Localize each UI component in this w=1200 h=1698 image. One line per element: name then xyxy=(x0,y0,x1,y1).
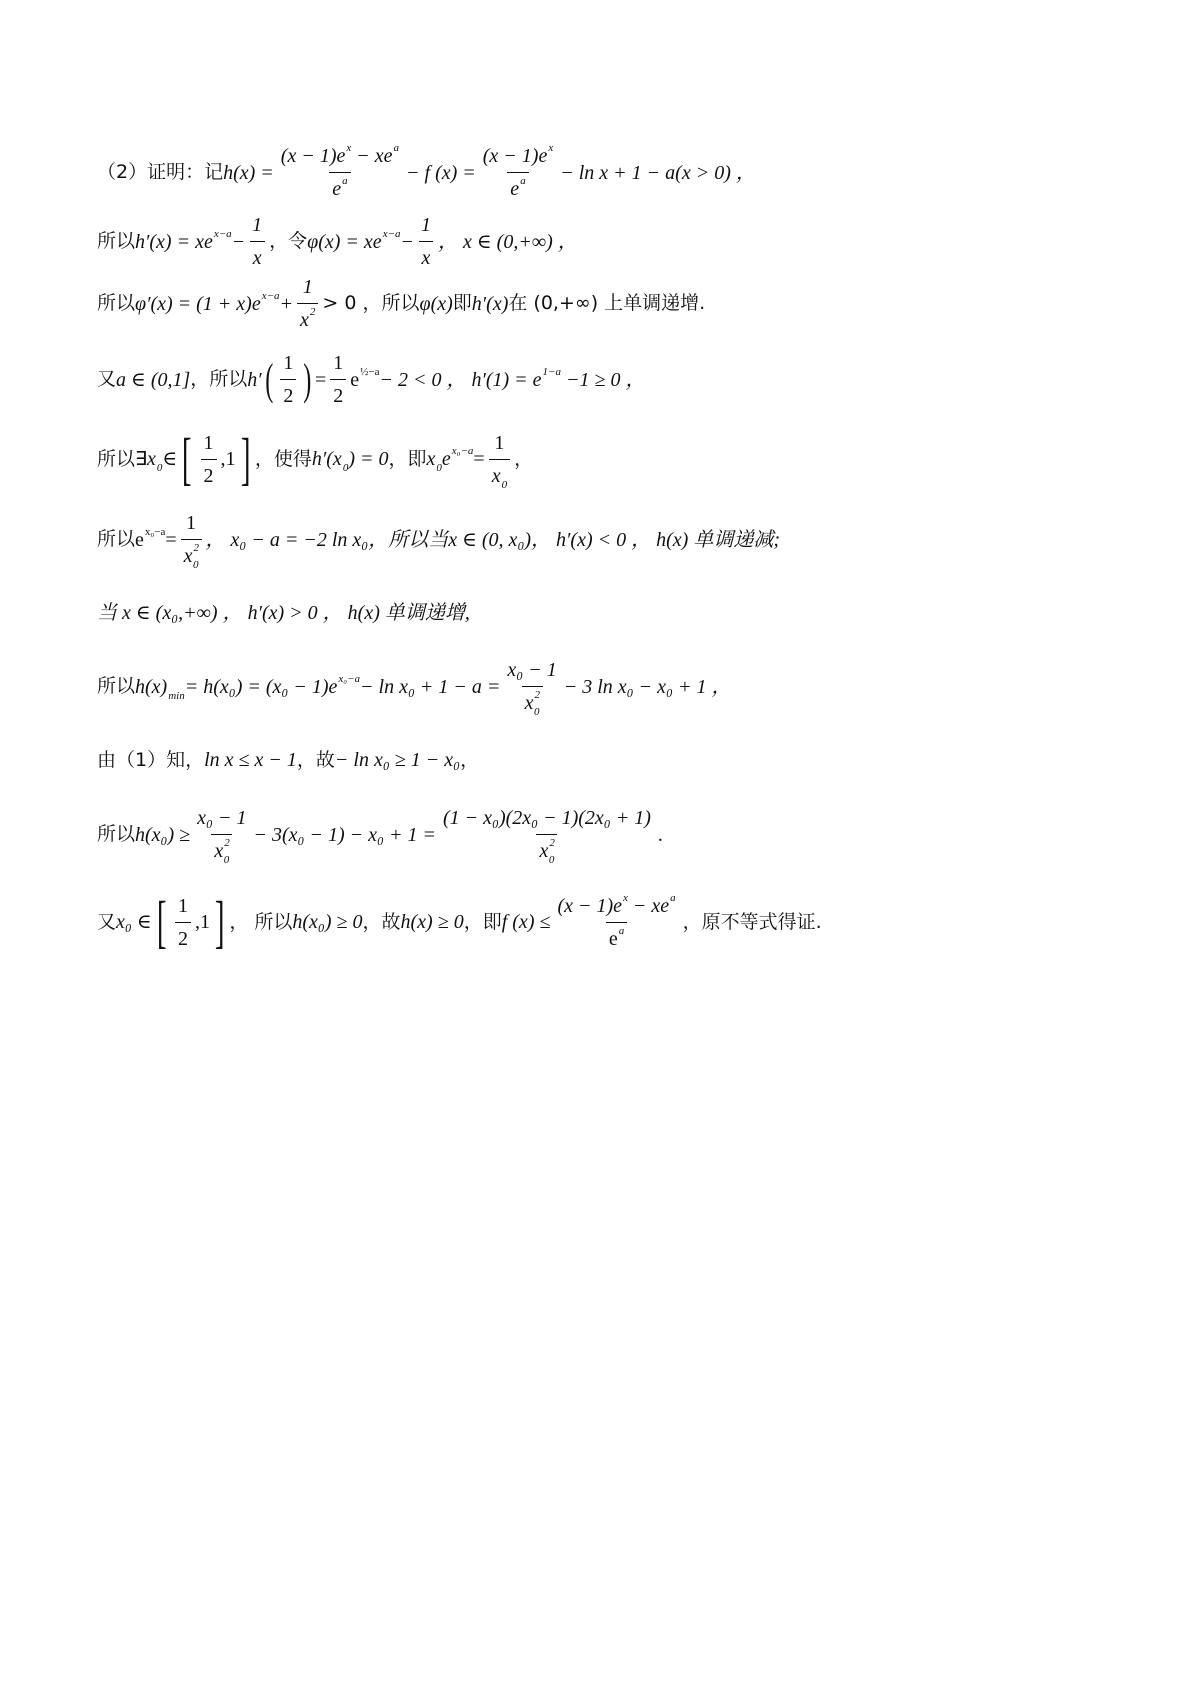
operator: = xyxy=(473,448,485,470)
text: ， xyxy=(514,447,534,470)
expression: 当 x ∈ (x₀,+∞) ， h′(x) > 0 ， h(x) 单调递增, xyxy=(97,602,470,624)
proof-line-4: 又 a ∈ (0,1] ，所以 h′ ( $\frac{1}{2}$ ) = $\frac{1}{2}$ $e^{\frac{1}{2}-a}$ − 2 < 0 ， $h'(1) = e^{1-a} -1 \ge 0$ ， xyxy=(97,352,646,407)
expression: − f (x) = xyxy=(406,161,476,184)
operator: = xyxy=(165,528,177,551)
text: > 0 ，所以 xyxy=(322,292,420,314)
expression: − 2 < 0 ， $h'(1) = e^{1-a} -1 \ge 0$ ， xyxy=(379,365,646,391)
operator: − xyxy=(231,230,246,253)
fraction: $\frac{\text{x₀ − 1}}{x^2_0}$ xyxy=(197,807,247,866)
expression: f (x) ≤ xyxy=(501,911,551,933)
text: ，原不等式得证. xyxy=(682,910,822,933)
proof-intro: （2）证明：记 xyxy=(97,161,224,183)
operator: + xyxy=(279,292,294,315)
expression: ， x ∈ (0,+∞) ， xyxy=(438,230,578,253)
text: 所以 xyxy=(97,528,136,550)
expression: h(x₀) ≥ 0 xyxy=(292,911,363,933)
expression: − ln x₀ + 1 − a = xyxy=(360,675,501,698)
text: ，故 xyxy=(296,748,335,771)
fraction: $\frac{1}{2}$ xyxy=(175,896,191,949)
proof-line-9 xyxy=(97,750,479,770)
fraction: $\frac{1}{2}$ xyxy=(201,433,217,486)
text: ，即 xyxy=(463,910,502,933)
fraction: $\frac{(x - 1)e^x}{e^a}$ xyxy=(482,142,554,200)
expression: φ(x) xyxy=(419,292,453,315)
expression: $\varphi'(x) = (1 + x)e^{x-a}$ xyxy=(135,289,280,315)
proof-line-2 xyxy=(97,215,578,268)
expression: a ∈ (0,1] xyxy=(116,368,191,391)
fraction: $\frac{1}{x^2_0}$ xyxy=(181,513,202,566)
operator: ∈ xyxy=(162,448,178,470)
fraction: $\frac{1}{x}$ xyxy=(249,215,265,268)
expression: $\varphi(x) = xe^{x-a}$ xyxy=(307,227,401,253)
proof-line-6 xyxy=(97,512,780,571)
fraction: $\frac{1}{2}$ xyxy=(330,353,346,406)
text: ，所以 xyxy=(190,368,248,390)
expression: − 3(x₀ − 1) − x₀ + 1 = xyxy=(253,823,436,846)
operator: = xyxy=(314,368,327,391)
fraction: $\frac{1}{x^2}$ xyxy=(297,277,318,330)
text: 又 xyxy=(97,368,117,390)
fraction: $\frac{1}{2}$ xyxy=(280,353,296,406)
expression: $x_0e^{x_0-a}$ xyxy=(426,445,474,474)
text: ，故 xyxy=(362,910,401,933)
text: 由（1）知， xyxy=(97,748,205,771)
text: . xyxy=(657,823,663,846)
expression: h′ xyxy=(247,368,262,391)
proof-line-1 xyxy=(97,142,756,200)
text: ， 所以 xyxy=(229,910,293,933)
expression: h(x₀) ≥ xyxy=(135,823,191,846)
operator: − xyxy=(400,230,414,253)
expression: ,1 xyxy=(220,448,236,470)
proof-line-3 xyxy=(97,277,705,330)
expression: − ln x₀ ≥ 1 − x₀ xyxy=(334,749,461,771)
expression: ln x ≤ x − 1 xyxy=(204,749,297,771)
expression: $h(x)_{min}$ xyxy=(135,675,185,702)
expression: − ln x + 1 − a(x > 0) ， xyxy=(560,161,756,184)
text: ，令 xyxy=(269,230,308,252)
text: 所以 xyxy=(97,292,136,314)
expression: $e^{x_0-a}$ xyxy=(135,525,166,551)
text: 所以∃ xyxy=(97,447,148,470)
proof-line-11: 又 x₀ ∈ [ $\frac{1}{2}$ ,1 ] ， 所以 h(x₀) ≥ 0 ，故 h(x) ≥ 0 ，即 f (x) ≤ $\frac{(x - 1)e^x - xe^a}{e^a}$ ，原不等式得证. xyxy=(97,889,822,954)
text: 所以 xyxy=(97,675,136,697)
proof-line-10 xyxy=(97,807,663,866)
expression: x ∈ (0, x₀)， h′(x) < 0 ， h(x) 单调递减; xyxy=(448,528,780,551)
fraction: $\frac{(x - 1)e^x - xe^a}{e^a}$ xyxy=(557,891,676,950)
expression: x₀ ∈ xyxy=(116,911,152,933)
expression: h′(x) xyxy=(471,292,509,315)
proof-line-7 xyxy=(97,603,470,623)
proof-line-8 xyxy=(97,659,732,718)
fraction: $\frac{\text{x₀ − 1}}{x^2_0}$ xyxy=(507,659,557,718)
expression: $h'(x_0) = 0$ xyxy=(311,448,389,474)
expression: ， x₀ − a = −2 ln x₀，所以当 xyxy=(205,528,449,551)
expression: ,1 xyxy=(194,911,210,933)
text: 即 xyxy=(452,292,472,314)
text: ，使得 xyxy=(254,447,312,470)
h-definition: h(x) = xyxy=(223,161,274,184)
text: 又 xyxy=(97,910,117,933)
proof-line-5: 所以∃ $x_0$ ∈ [ $\frac{1}{2}$ ,1 ] ，使得 $h'(x_0) = 0$ ，即 $x_0e^{x_0-a}$ = $\frac{1}{x_0}$ ， xyxy=(97,426,534,491)
expression: $e^{\frac{1}{2}-a}$ xyxy=(350,365,380,391)
expression: − 3 ln x₀ − x₀ + 1 ， xyxy=(563,675,732,698)
text: ，即 xyxy=(388,447,427,470)
expression: h(x) ≥ 0 xyxy=(400,911,464,933)
expression: $h'(x) = xe^{x-a}$ xyxy=(135,227,232,253)
text: 在 (0,+∞) 上单调递增. xyxy=(508,292,706,314)
text: ， xyxy=(460,748,480,771)
text: 所以 xyxy=(97,230,136,252)
fraction: $\frac{1}{x}$ xyxy=(418,215,434,268)
expression: = $h(x_0) = (x_0 - 1)e^{x_0-a}$ xyxy=(184,672,361,698)
text: 所以 xyxy=(97,823,136,845)
fraction: $\frac{1}{x_0}$ xyxy=(489,433,510,486)
fraction: $\frac{(x - 1)e^x - xe^a}{e^a}$ xyxy=(280,142,400,200)
expression: $x_0$ xyxy=(147,448,163,474)
fraction: $\frac{\text{(1 − x₀)(2x₀ − 1)(2x₀ + 1)}}{x^2_0}$ xyxy=(442,807,651,866)
